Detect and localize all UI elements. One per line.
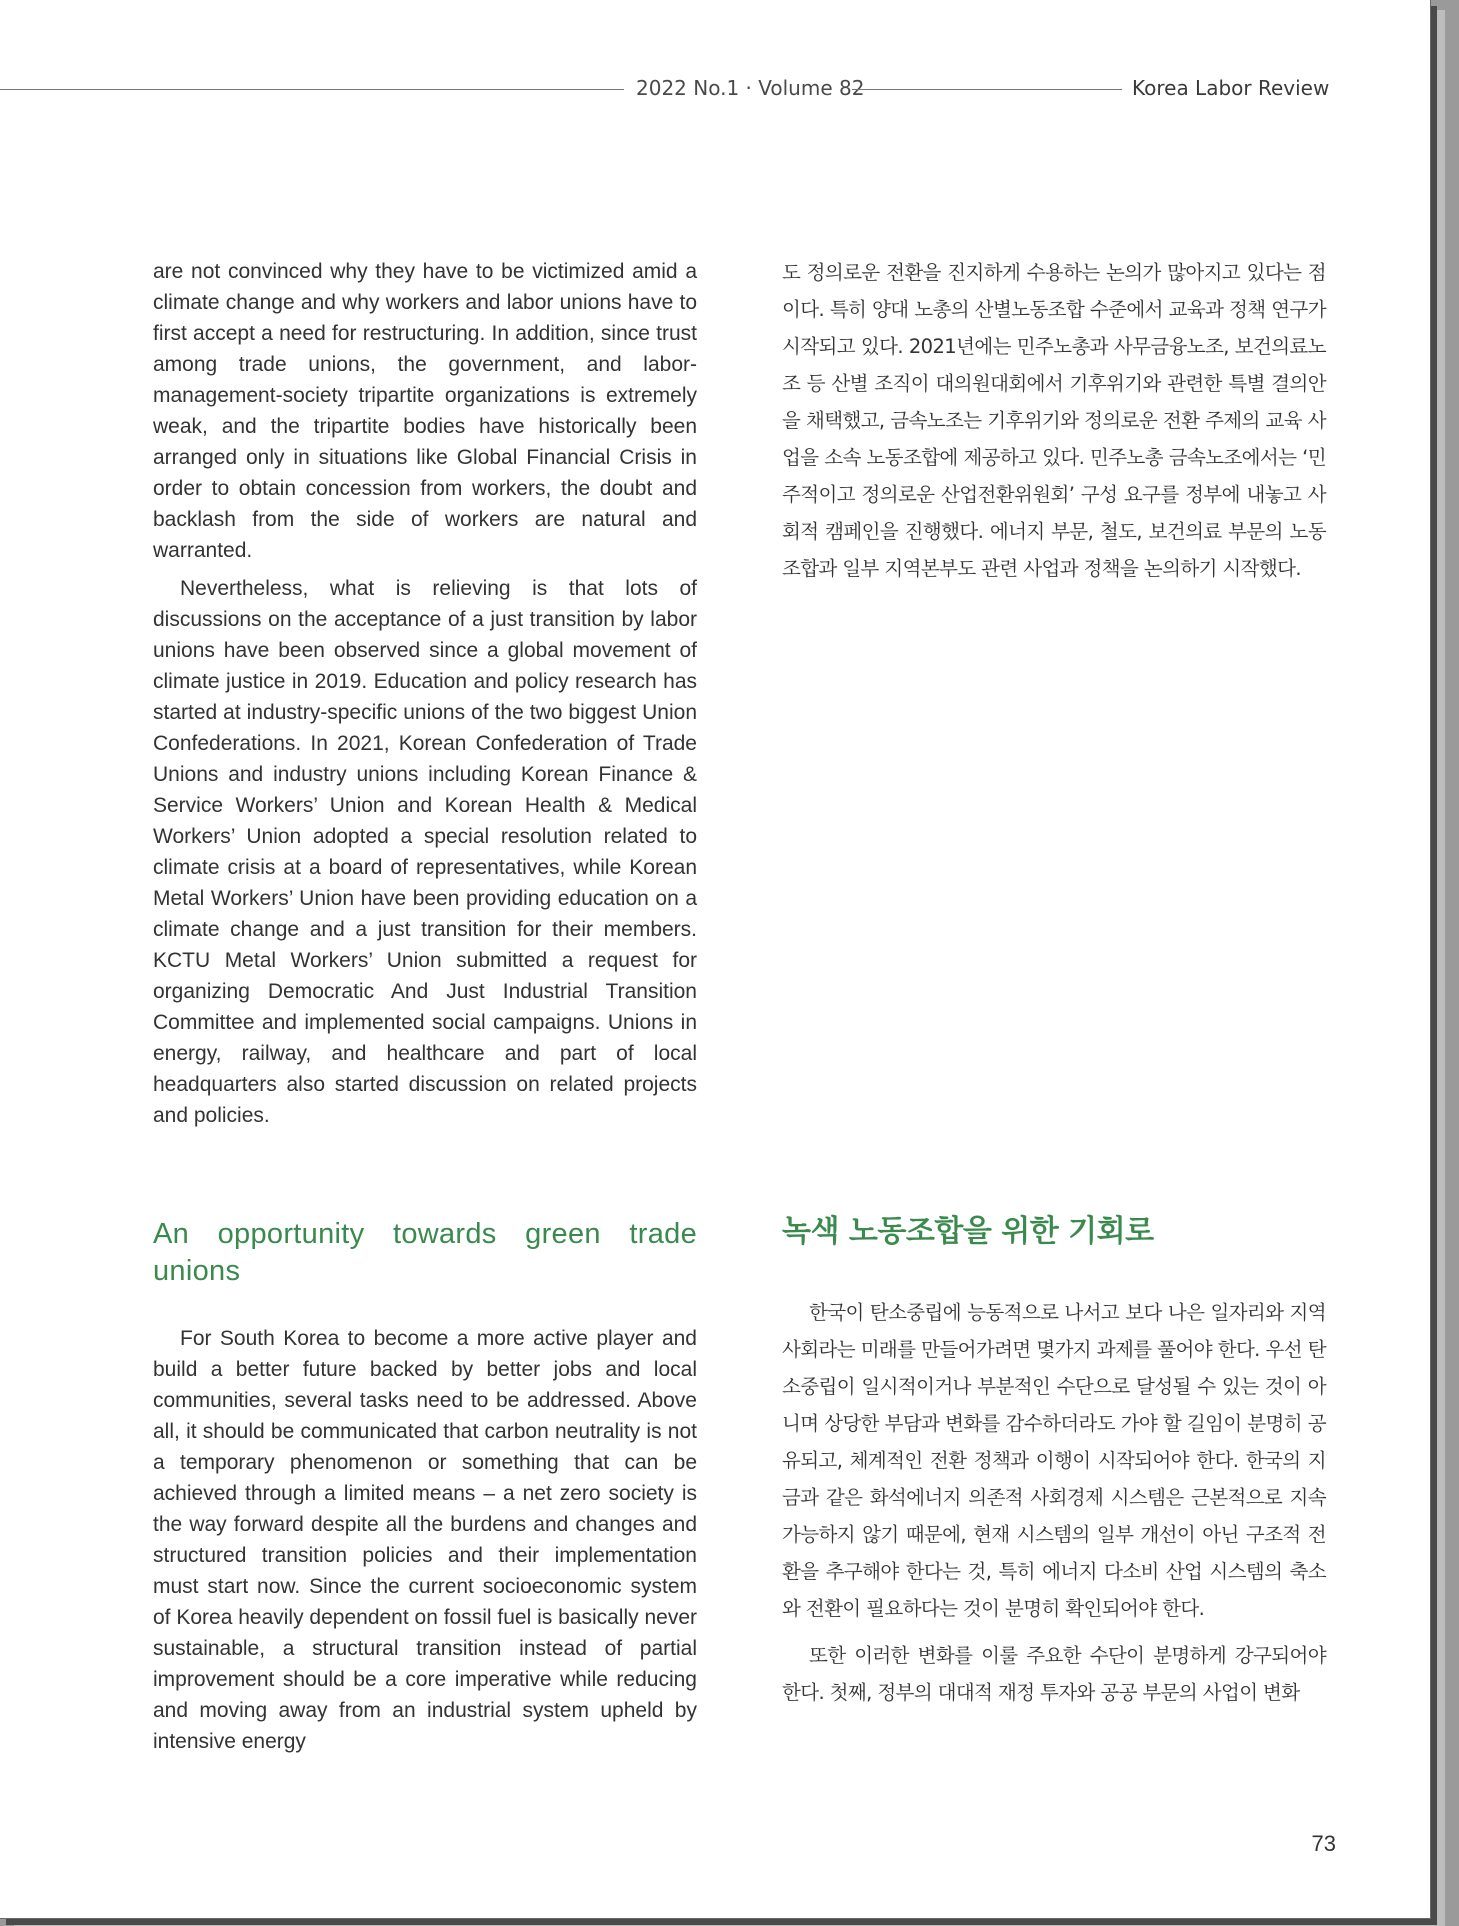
page-number: 73 — [1311, 1831, 1336, 1856]
header-rule — [852, 89, 1122, 90]
paragraph: 한국이 탄소중립에 능동적으로 나서고 보다 나은 일자리와 지역 사회라는 미래를 만들어가려면 몇가지 과제를 풀어야 한다. 우선 탄소중립이 일시적이거나 부분적인 수단으로 달성될 수 있는 것이 아니며 상당한 부담과 변화를 감수하더라도 가야 할 길임이 분명히 공유되고, 체계적인 전환 정책과 이행이 시작되어야 한다. 한국의 지금과 같은 화석에너지 의존적 사회경제 시스템은 근본적으로 지속가능하지 않기 때문에, 현재 시스템의 일부 개선이 아닌 구조적 전환을 추구해야 한다는 것, 특히 에너지 다소비 산업 시스템의 축소와 전환이 필요하다는 것이 분명히 확인되어야 한다. — [782, 1301, 1326, 1620]
english-column-bottom — [153, 1323, 697, 1757]
korean-column-top — [782, 254, 1326, 587]
paragraph: are not convinced why they have to be victimized amid a climate change and why workers and labor unions have to first accept a need for restructuring. In addition, since trust among trade unions, the government, and labor-management-society tripartite organizations is extremely weak, and the tripartite bodies have historically been arranged only in situations like Global Financial Crisis in order to obtain concession from workers, the doubt and backlash from the side of workers are natural and warranted. — [153, 260, 697, 562]
korean-column-bottom — [782, 1294, 1326, 1711]
issue-label: 2022 No.1 · Volume 82 — [636, 76, 865, 100]
english-column-top — [153, 256, 697, 1131]
section-heading-ko: 녹색 노동조합을 위한 기회로 — [782, 1214, 1154, 1249]
section-heading-en: An opportunity towards green trade unions — [153, 1218, 697, 1287]
paragraph: For South Korea to become a more active player and build a better future backed by better jobs and local communities, several tasks need to be addressed. Above all, it should be communicated that carbon neutrality is not a temporary phenomenon or something that can be achieved through a limited means – a net zero society is the way forward despite all the burdens and changes and structured transition policies and their implementation must start now. Since the current socioeconomic system of Korea heavily dependent on fossil fuel is basically never sustainable, a structural transition instead of partial improvement should be a core imperative while reducing and moving away from an industrial system upheld by intensive energy — [153, 1327, 697, 1753]
header-rule — [0, 89, 624, 90]
journal-title: Korea Labor Review — [1132, 76, 1330, 100]
paragraph: 또한 이러한 변화를 이룰 주요한 수단이 분명하게 강구되어야 한다. 첫째, 정부의 대대적 재정 투자와 공공 부문의 사업이 변화 — [782, 1644, 1326, 1704]
paragraph: 도 정의로운 전환을 진지하게 수용하는 논의가 많아지고 있다는 점이다. 특히 양대 노총의 산별노동조합 수준에서 교육과 정책 연구가 시작되고 있다. 2021년에는 민주노총과 사무금융노조, 보건의료노조 등 산별 조직이 대의원대회에서 기후위기와 관련한 특별 결의안을 채택했고, 금속노조는 기후위기와 정의로운 전환 주제의 교육 사업을 소속 노동조합에 제공하고 있다. 민주노총 금속노조에서는 ‘민주적이고 정의로운 산업전환위원회’ 구성 요구를 정부에 내놓고 사회적 캠페인을 진행했다. 에너지 부문, 철도, 보건의료 부문의 노동조합과 일부 지역본부도 관련 사업과 정책을 논의하기 시작했다. — [782, 261, 1326, 580]
paragraph: Nevertheless, what is relieving is that lots of discussions on the acceptance of a just transition by labor unions have been observed since a global movement of climate justice in 2019. Education and policy research has started at industry-specific unions of the two biggest Union Confederations. In 2021, Korean Confederation of Trade Unions and industry unions including Korean Finance & Service Workers’ Union and Korean Health & Medical Workers’ Union adopted a special resolution related to climate crisis at a board of representatives, while Korean Metal Workers’ Union have been providing education on a climate change and a just transition for their members. KCTU Metal Workers’ Union submitted a request for organizing Democratic And Just Industrial Transition Committee and implemented social campaigns. Unions in energy, railway, and healthcare and part of local headquarters also started discussion on related projects and policies. — [153, 577, 697, 1127]
